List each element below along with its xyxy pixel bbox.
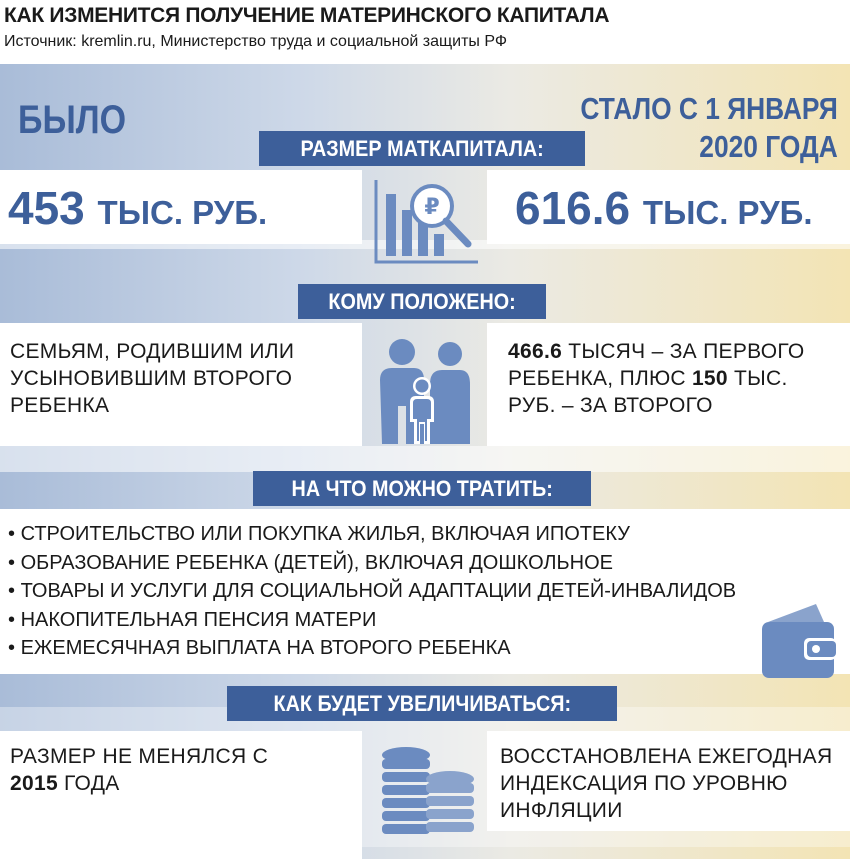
size-before-value: 453 ТЫС. РУБ. xyxy=(8,182,268,234)
eligible-after-text: 466.6 ТЫСЯЧ – ЗА ПЕРВОГО РЕБЕНКА, ПЛЮС 150 ТЫС. РУБ. – ЗА ВТОРОГО xyxy=(508,340,805,417)
page-title: КАК ИЗМЕНИТСЯ ПОЛУЧЕНИЕ МАТЕРИНСКОГО КАПИТАЛА xyxy=(4,4,610,27)
header xyxy=(0,0,850,64)
spend-heading: НА ЧТО МОЖНО ТРАТИТЬ: xyxy=(253,471,591,506)
list-item: • ОБРАЗОВАНИЕ РЕБЕНКА (ДЕТЕЙ), ВКЛЮЧАЯ ДОШКОЛЬНОЕ xyxy=(8,549,736,578)
after-label-line2: 2020 ГОДА xyxy=(699,129,838,164)
list-item: • ТОВАРЫ И УСЛУГИ ДЛЯ СОЦИАЛЬНОЙ АДАПТАЦИИ ДЕТЕЙ-ИНВАЛИДОВ xyxy=(8,577,736,606)
wallet-icon xyxy=(758,600,840,682)
after-label xyxy=(581,90,838,166)
growth-heading: КАК БУДЕТ УВЕЛИЧИВАТЬСЯ: xyxy=(227,686,617,721)
eligible-before-text: СЕМЬЯМ, РОДИВШИМ ИЛИ УСЫНОВИВШИМ ВТОРОГО РЕБЕНКА xyxy=(10,340,295,417)
size-after-value: 616.6 ТЫС. РУБ. xyxy=(515,182,813,234)
list-item: • СТРОИТЕЛЬСТВО ИЛИ ПОКУПКА ЖИЛЬЯ, ВКЛЮЧАЯ ИПОТЕКУ xyxy=(8,520,736,549)
eligible-heading: КОМУ ПОЛОЖЕНО: xyxy=(298,284,546,319)
family-icon xyxy=(372,336,476,450)
growth-before-text: РАЗМЕР НЕ МЕНЯЛСЯ С 2015 ГОДА xyxy=(10,745,269,795)
after-label-line1: СТАЛО С 1 ЯНВАРЯ xyxy=(580,91,838,126)
before-label: БЫЛО xyxy=(18,98,127,142)
coins-icon xyxy=(372,743,480,837)
size-heading: РАЗМЕР МАТКАПИТАЛА: xyxy=(259,131,585,166)
list-item: • НАКОПИТЕЛЬНАЯ ПЕНСИЯ МАТЕРИ xyxy=(8,606,736,635)
chart-ruble-icon xyxy=(372,176,482,268)
svg-text:₽: ₽ xyxy=(424,195,440,220)
growth-after-text: ВОССТАНОВЛЕНА ЕЖЕГОДНАЯ ИНДЕКСАЦИЯ ПО УРОВНЮ ИНФЛЯЦИИ xyxy=(500,745,833,822)
spend-list xyxy=(8,520,736,663)
source-line: Источник: kremlin.ru, Министерство труда и социальной защиты РФ xyxy=(4,33,508,50)
list-item: • ЕЖЕМЕСЯЧНАЯ ВЫПЛАТА НА ВТОРОГО РЕБЕНКА xyxy=(8,634,736,663)
